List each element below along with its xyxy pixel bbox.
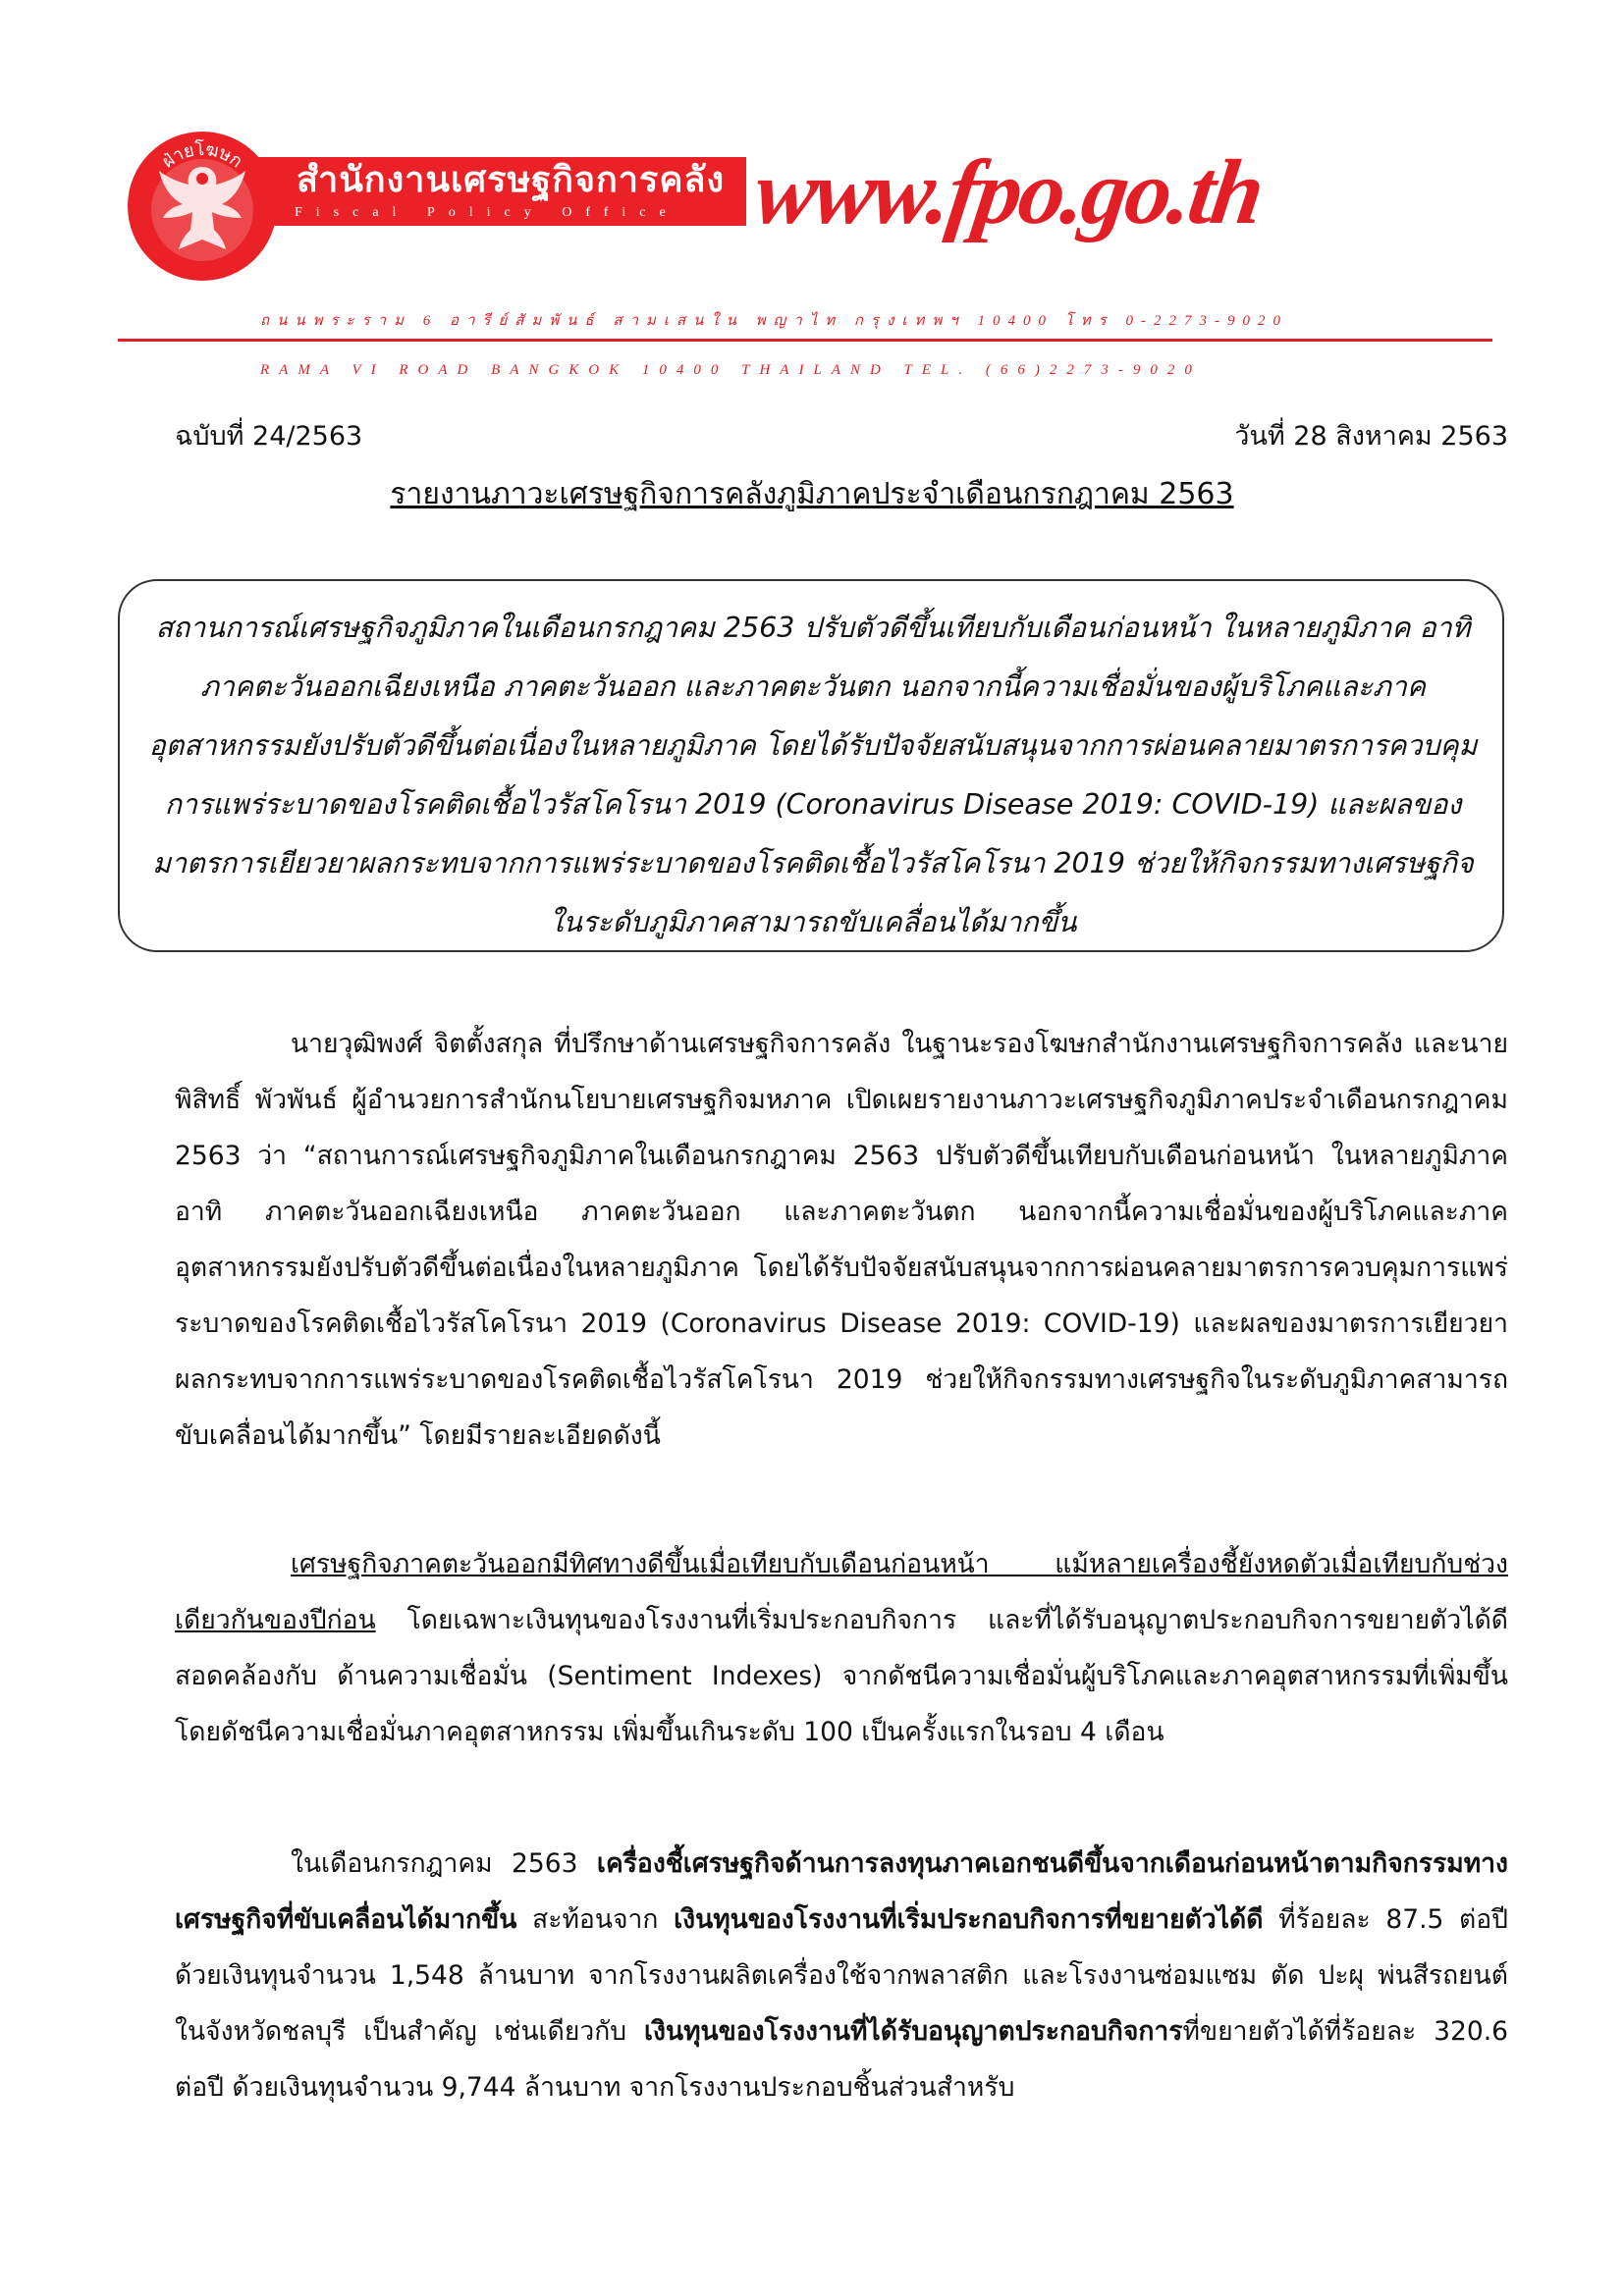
investment-bold-1: เครื่องชี้เศรษฐกิจด้านการลงทุนภาคเอกชนดีขึ้นจากเดือนก่อนหน้าตามกิจกรรมทางเศรษฐกิจที่ขับเคลื่อนได้มากขึ้น (175, 1848, 1508, 1935)
east-region-heading: เศรษฐกิจภาคตะวันออกมีทิศทางดีขึ้นเมื่อเทียบกับเดือนก่อนหน้า แม้หลายเครื่องชี้ยังหดตัวเมื่อเทียบกับช่วงเดียวกันของปีก่อน (175, 1549, 1508, 1635)
issue-number: ฉบับที่ 24/2563 (175, 421, 363, 452)
document-title: รายงานภาวะเศรษฐกิจการคลังภูมิภาคประจำเดือนกรกฎาคม 2563 (390, 477, 1234, 511)
address-thai: ถนนพระราม 6 อารีย์สัมพันธ์ สามเสนใน พญาไท กรุงเทพฯ 10400 โทร 0-2273-9020 (260, 313, 1288, 329)
investment-text-4: ที่ขยายตัวได้ที่ร้อยละ 320.6 ต่อปี ด้วยเงินทุนจำนวน 9,744 ล้านบาท จากโรงงานประกอบชิ้นส่วนสำหรับ (175, 2016, 1508, 2103)
body-paragraph-intro: นายวุฒิพงศ์ จิตตั้งสกุล ที่ปรึกษาด้านเศรษฐกิจการคลัง ในฐานะรองโฆษกสำนักงานเศรษฐกิจการคลัง และนายพิสิทธิ์ พัวพันธ์ ผู้อำนวยการสำนักนโยบายเศรษฐกิจมหภาค เปิดเผยรายงานภาวะเศรษฐกิจภูมิภาคประจำเดือนกรกฎาคม 2563 ว่า “สถานการณ์เศรษฐกิจภูมิภาคในเดือนกรกฎาคม 2563 ปรับตัวดีขึ้นเทียบกับเดือนก่อนหน้า ในหลายภูมิภาคอาทิ ภาคตะวันออกเฉียงเหนือ ภาคตะวันออก และภาคตะวันตก นอกจากนี้ความเชื่อมั่นของผู้บริโภคและภาคอุตสาหกรรมยังปรับตัวดีขึ้นต่อเนื่องในหลายภูมิภาค โดยได้รับปัจจัยสนับสนุนจากการผ่อนคลายมาตรการควบคุมการแพร่ระบาดของโรคติดเชื้อไวรัสโคโรนา 2019 (Coronavirus Disease 2019: COVID-19) และผลของมาตรการเยียวยาผลกระทบจากการแพร่ระบาดของโรคติดเชื้อไวรัสโคโรนา 2019 ช่วยให้กิจกรรมทางเศรษฐกิจในระดับภูมิภาคสามารถขับเคลื่อนได้มากขึ้น” โดยมีรายละเอียดดังนี้ (175, 1029, 1508, 1451)
org-name-english: Fiscal Policy Office (295, 205, 679, 220)
body-paragraph-investment (175, 1836, 1508, 2115)
investment-text-1: ในเดือนกรกฎาคม 2563 (291, 1848, 597, 1879)
logo-arc-text: ฝ่ายโฆษก (158, 138, 246, 173)
investment-text-2: สะท้อนจาก (516, 1904, 675, 1935)
summary-box (118, 579, 1504, 952)
investment-bold-2: เงินทุนของโรงงานที่เริ่มประกอบกิจการที่ขยายตัวได้ดี (674, 1904, 1264, 1935)
body-paragraph-east (175, 1536, 1508, 1760)
letterhead-divider (118, 339, 1492, 342)
investment-bold-3: เงินทุนของโรงงานที่ได้รับอนุญาตประกอบกิจการ (643, 2016, 1183, 2047)
address-english: RAMA VI ROAD BANGKOK 10400 THAILAND TEL. (66)2273-9020 (260, 362, 1202, 378)
summary-text: สถานการณ์เศรษฐกิจภูมิภาคในเดือนกรกฎาคม 2563 ปรับตัวดีขึ้นเทียบกับเดือนก่อนหน้า ในหลายภูมิภาค อาทิ ภาคตะวันออกเฉียงเหนือ ภาคตะวันออก และภาคตะวันตก นอกจากนี้ความเชื่อมั่นของผู้บริโภคและภาคอุตสาหกรรมยังปรับตัวดีขึ้นต่อเนื่องในหลายภูมิภาค โดยได้รับปัจจัยสนับสนุนจากการผ่อนคลายมาตรการควบคุมการแพร่ระบาดของโรคติดเชื้อไวรัสโคโรนา 2019 (Coronavirus Disease 2019: COVID-19) และผลของมาตรการเยียวยาผลกระทบจากการแพร่ระบาดของโรคติดเชื้อไวรัสโคโรนา 2019 ช่วยให้กิจกรรมทางเศรษฐกิจในระดับภูมิภาคสามารถขับเคลื่อนได้มากขึ้น (148, 612, 1478, 938)
east-region-text: โดยเฉพาะเงินทุนของโรงงานที่เริ่มประกอบกิจการ และที่ได้รับอนุญาตประกอบกิจการขยายตัวได้ดี สอดคล้องกับ ด้านความเชื่อมั่น (Sentiment Indexes) จากดัชนีความเชื่อมั่นผู้บริโภคและภาคอุตสาหกรรมที่เพิ่มขึ้น โดยดัชนีความเชื่อมั่นภาคอุตสาหกรรม เพิ่มขึ้นเกินระดับ 100 เป็นครั้งแรกในรอบ 4 เดือน (175, 1605, 1508, 1747)
website-logotype: www.fpo.go.th (748, 141, 1269, 243)
org-name-thai: สำนักงานเศรษฐกิจการคลัง (297, 160, 726, 200)
investment-text-3: ที่ร้อยละ 87.5 ต่อปี ด้วยเงินทุนจำนวน 1,548 ล้านบาท จากโรงงานผลิตเครื่องใช้จากพลาสติก และโรงงานซ่อมแซม ตัด ปะผุ พ่นสีรถยนต์ ในจังหวัดชลบุรี เป็นสำคัญ เช่นเดียวกับ (175, 1904, 1508, 2047)
issue-date: วันที่ 28 สิงหาคม 2563 (1234, 421, 1508, 452)
